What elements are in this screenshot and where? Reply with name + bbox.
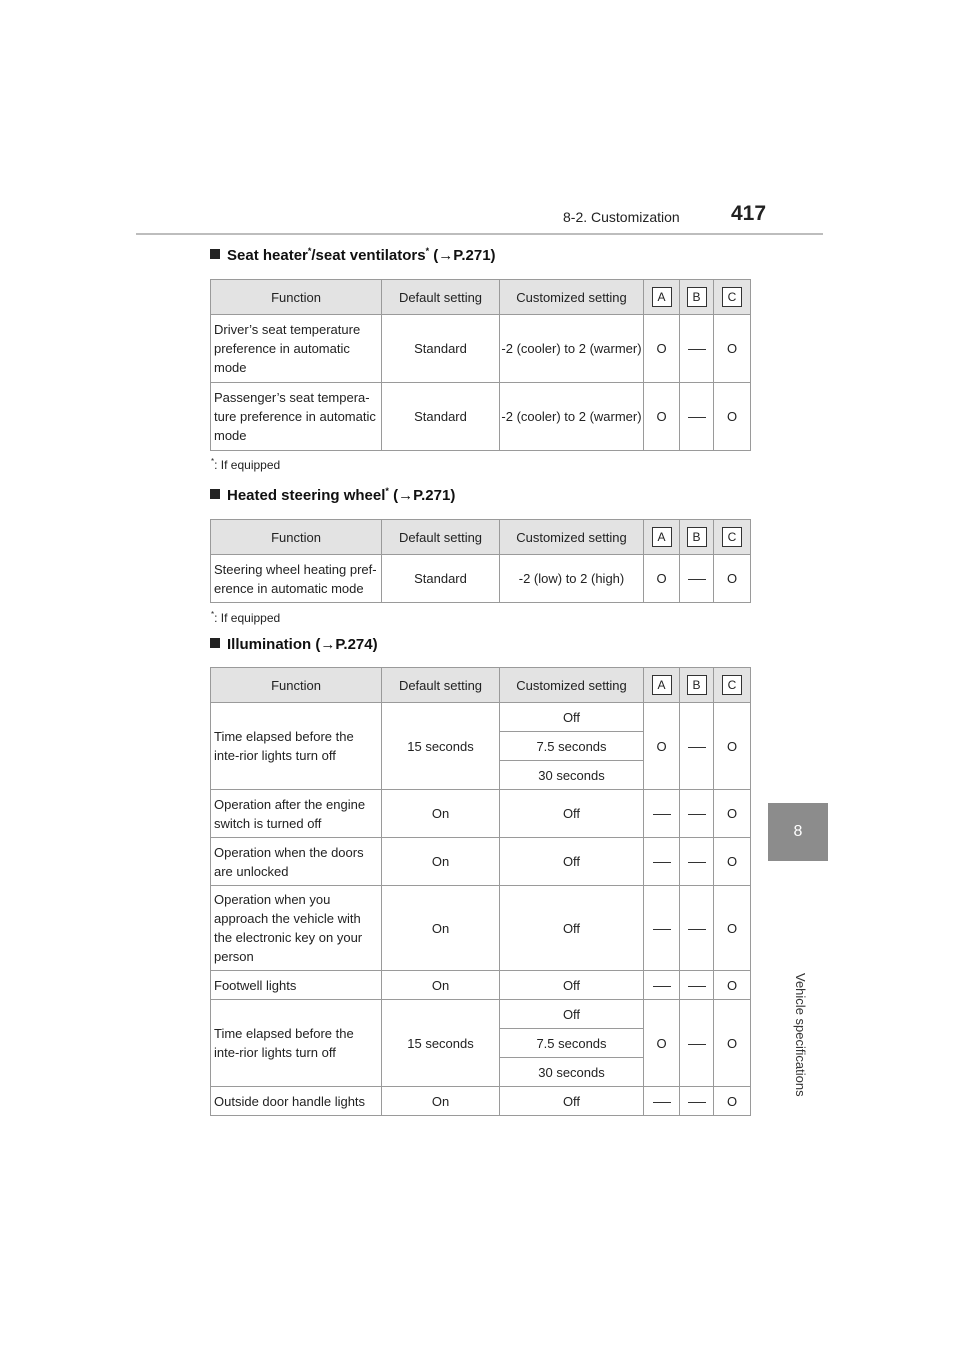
mark-a (644, 838, 680, 886)
table-row (211, 703, 751, 732)
default-cell: On (382, 971, 500, 1000)
function-cell: Steering wheel heating pref-erence in automatic mode (211, 555, 382, 603)
function-cell: Operation when you approach the vehicle with the electronic key on your person (211, 886, 382, 971)
mark-c: O (714, 886, 751, 971)
steering-footnote: *: If equipped (211, 610, 281, 625)
dash-icon (688, 349, 706, 350)
square-bullet-icon (210, 638, 220, 648)
seat-footnote: *: If equipped (211, 457, 281, 472)
seat-section-title: Seat heater*/seat ventilators* (→P.271) (210, 246, 496, 264)
dash-icon (653, 814, 671, 815)
box-a: A (652, 675, 672, 695)
function-cell: Operation after the engine switch is turned off (211, 790, 382, 838)
chapter-label: Vehicle specifications (793, 973, 808, 1097)
mark-a (644, 971, 680, 1000)
mark-b (680, 1000, 714, 1087)
dash-icon (688, 929, 706, 930)
default-cell: On (382, 790, 500, 838)
page-number: 417 (731, 202, 767, 225)
illumination-section-title: Illumination (→P.274) (210, 636, 378, 653)
mark-c: O (714, 838, 751, 886)
col-function: Function (211, 280, 382, 315)
mark-b (680, 838, 714, 886)
col-default: Default setting (382, 668, 500, 703)
function-cell: Time elapsed before the inte-rior lights turn off (211, 703, 382, 790)
mark-b (680, 1087, 714, 1116)
col-custom: Customized setting (500, 520, 644, 555)
custom-cell: -2 (low) to 2 (high) (500, 555, 644, 603)
dash-icon (688, 814, 706, 815)
chapter-tab (768, 803, 828, 861)
mark-b (680, 886, 714, 971)
col-function: Function (211, 520, 382, 555)
default-cell: On (382, 1087, 500, 1116)
table-row (211, 555, 751, 603)
col-a (644, 520, 680, 555)
mark-b (680, 790, 714, 838)
default-cell: On (382, 886, 500, 971)
col-custom: Customized setting (500, 280, 644, 315)
custom-cell: Off (500, 886, 644, 971)
mark-a (644, 790, 680, 838)
custom-cell: 7.5 seconds (500, 732, 644, 761)
col-c (714, 668, 751, 703)
table-row (211, 1087, 751, 1116)
custom-cell: -2 (cooler) to 2 (warmer) (500, 383, 644, 451)
default-cell: Standard (382, 555, 500, 603)
function-cell: Footwell lights (211, 971, 382, 1000)
col-b (680, 280, 714, 315)
col-b (680, 520, 714, 555)
default-cell: Standard (382, 315, 500, 383)
default-cell: On (382, 838, 500, 886)
mark-c: O (714, 1087, 751, 1116)
table-header-row (211, 280, 751, 315)
mark-c: O (714, 1000, 751, 1087)
mark-b (680, 555, 714, 603)
mark-c: O (714, 703, 751, 790)
dash-icon (653, 1102, 671, 1103)
col-default: Default setting (382, 280, 500, 315)
col-a (644, 280, 680, 315)
header-divider (136, 233, 823, 235)
mark-a (644, 886, 680, 971)
custom-cell: Off (500, 790, 644, 838)
default-cell: Standard (382, 383, 500, 451)
dash-icon (688, 986, 706, 987)
dash-icon (688, 579, 706, 580)
col-b (680, 668, 714, 703)
box-b: B (687, 675, 707, 695)
dash-icon (688, 1102, 706, 1103)
custom-cell: Off (500, 1087, 644, 1116)
function-cell: Passenger’s seat tempera-ture preference in automatic mode (211, 383, 382, 451)
mark-a: O (644, 555, 680, 603)
box-b: B (687, 527, 707, 547)
mark-b (680, 383, 714, 451)
col-c (714, 280, 751, 315)
dash-icon (688, 1044, 706, 1045)
mark-c: O (714, 315, 751, 383)
box-a: A (652, 527, 672, 547)
dash-icon (653, 862, 671, 863)
col-a (644, 668, 680, 703)
function-cell: Driver’s seat temperature preference in automatic mode (211, 315, 382, 383)
col-function: Function (211, 668, 382, 703)
box-c: C (722, 675, 742, 695)
custom-cell: 30 seconds (500, 1058, 644, 1087)
box-a: A (652, 287, 672, 307)
table-row (211, 971, 751, 1000)
dash-icon (653, 929, 671, 930)
chapter-number: 8 (793, 823, 803, 840)
box-c: C (722, 287, 742, 307)
dash-icon (688, 417, 706, 418)
custom-cell: Off (500, 971, 644, 1000)
box-b: B (687, 287, 707, 307)
custom-cell: 7.5 seconds (500, 1029, 644, 1058)
table-row (211, 1000, 751, 1029)
mark-a: O (644, 315, 680, 383)
col-custom: Customized setting (500, 668, 644, 703)
mark-a: O (644, 383, 680, 451)
mark-b (680, 703, 714, 790)
table-row (211, 383, 751, 451)
custom-cell: -2 (cooler) to 2 (warmer) (500, 315, 644, 383)
section-heading: 8-2. Customization (563, 209, 680, 225)
mark-b (680, 971, 714, 1000)
table-row (211, 315, 751, 383)
dash-icon (653, 986, 671, 987)
function-cell: Time elapsed before the inte-rior lights turn off (211, 1000, 382, 1087)
mark-c: O (714, 790, 751, 838)
custom-cell: Off (500, 1000, 644, 1029)
default-cell: 15 seconds (382, 1000, 500, 1087)
illumination-settings-table (210, 667, 751, 1116)
custom-cell: 30 seconds (500, 761, 644, 790)
custom-cell: Off (500, 703, 644, 732)
steering-settings-table (210, 519, 751, 603)
table-row (211, 886, 751, 971)
table-row (211, 790, 751, 838)
steering-section-title: Heated steering wheel* (→P.271) (210, 486, 455, 504)
col-default: Default setting (382, 520, 500, 555)
table-header-row (211, 668, 751, 703)
function-cell: Operation when the doors are unlocked (211, 838, 382, 886)
table-row (211, 838, 751, 886)
mark-a: O (644, 1000, 680, 1087)
mark-c: O (714, 555, 751, 603)
mark-a: O (644, 703, 680, 790)
table-header-row (211, 520, 751, 555)
square-bullet-icon (210, 489, 220, 499)
function-cell: Outside door handle lights (211, 1087, 382, 1116)
mark-b (680, 315, 714, 383)
dash-icon (688, 862, 706, 863)
seat-settings-table (210, 279, 751, 451)
box-c: C (722, 527, 742, 547)
default-cell: 15 seconds (382, 703, 500, 790)
square-bullet-icon (210, 249, 220, 259)
col-c (714, 520, 751, 555)
custom-cell: Off (500, 838, 644, 886)
mark-c: O (714, 383, 751, 451)
mark-c: O (714, 971, 751, 1000)
dash-icon (688, 747, 706, 748)
mark-a (644, 1087, 680, 1116)
